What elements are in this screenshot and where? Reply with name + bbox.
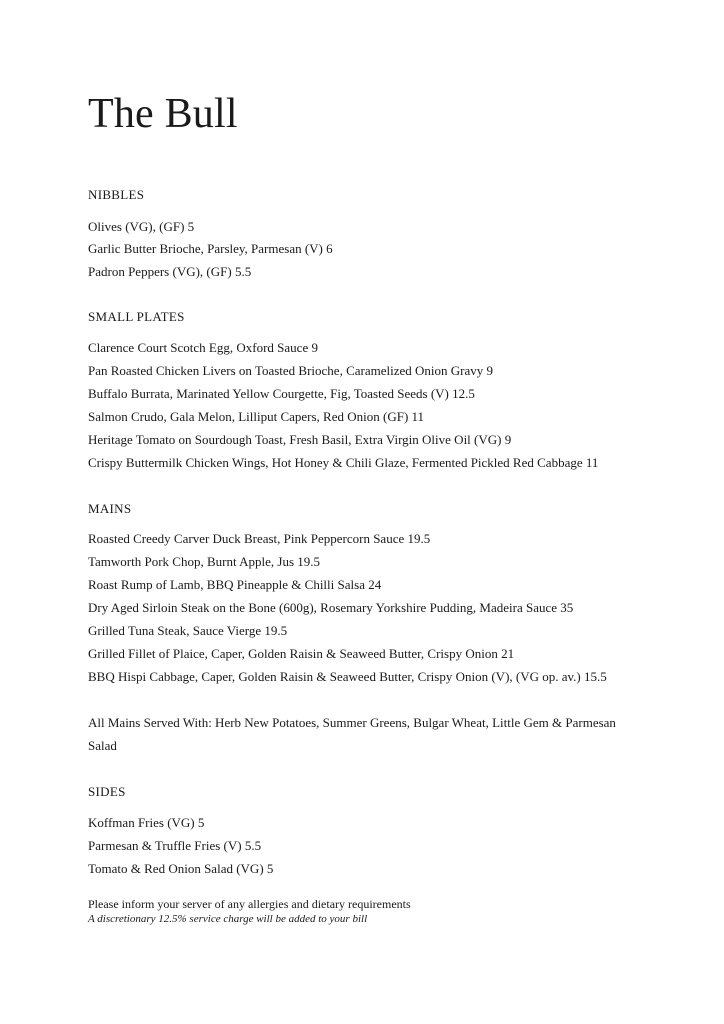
- menu-item: Clarence Court Scotch Egg, Oxford Sauce 9: [88, 340, 318, 355]
- section-heading-nibbles: NIBBLES: [88, 187, 145, 202]
- menu-item: Tamworth Pork Chop, Burnt Apple, Jus 19.5: [88, 554, 321, 569]
- menu-item: Grilled Tuna Steak, Sauce Vierge 19.5: [88, 623, 288, 638]
- menu-item: Roasted Creedy Carver Duck Breast, Pink Peppercorn Sauce 19.5: [88, 531, 431, 546]
- service-charge-note: A discretionary 12.5% service charge will be added to your bill: [88, 913, 368, 925]
- menu-item: Pan Roasted Chicken Livers on Toasted Brioche, Caramelized Onion Gravy 9: [88, 363, 493, 378]
- menu-item: Parmesan & Truffle Fries (V) 5.5: [88, 838, 262, 853]
- section-heading-mains: MAINS: [88, 501, 132, 516]
- mains-accompaniment-note: All Mains Served With: Herb New Potatoes, Summer Greens, Bulgar Wheat, Little Gem & Parmesan Salad: [88, 715, 616, 753]
- menu-item: Garlic Butter Brioche, Parsley, Parmesan (V) 6: [88, 241, 333, 256]
- menu-item: Crispy Buttermilk Chicken Wings, Hot Honey & Chili Glaze, Fermented Pickled Red Cabbage 11: [88, 455, 599, 470]
- menu-item: Salmon Crudo, Gala Melon, Lilliput Capers, Red Onion (GF) 11: [88, 409, 425, 424]
- menu-item: Koffman Fries (VG) 5: [88, 815, 205, 830]
- menu-item: Roast Rump of Lamb, BBQ Pineapple & Chilli Salsa 24: [88, 577, 382, 592]
- section-heading-small-plates: SMALL PLATES: [88, 309, 185, 324]
- menu-item: Padron Peppers (VG), (GF) 5.5: [88, 264, 252, 279]
- menu-item: Grilled Fillet of Plaice, Caper, Golden Raisin & Seaweed Butter, Crispy Onion 21: [88, 646, 515, 661]
- menu-item: Dry Aged Sirloin Steak on the Bone (600g), Rosemary Yorkshire Pudding, Madeira Sauce 35: [88, 600, 574, 615]
- menu-item: Heritage Tomato on Sourdough Toast, Fresh Basil, Extra Virgin Olive Oil (VG) 9: [88, 432, 512, 447]
- section-heading-sides: SIDES: [88, 784, 126, 799]
- menu-item: Olives (VG), (GF) 5: [88, 219, 195, 234]
- allergy-note: Please inform your server of any allergies and dietary requirements: [88, 897, 411, 911]
- menu-item: Buffalo Burrata, Marinated Yellow Courgette, Fig, Toasted Seeds (V) 12.5: [88, 386, 475, 401]
- restaurant-title: The Bull: [88, 91, 238, 137]
- menu-item: BBQ Hispi Cabbage, Caper, Golden Raisin & Seaweed Butter, Crispy Onion (V), (VG op. av.) 15.5: [88, 669, 607, 684]
- menu-item: Tomato & Red Onion Salad (VG) 5: [88, 861, 274, 876]
